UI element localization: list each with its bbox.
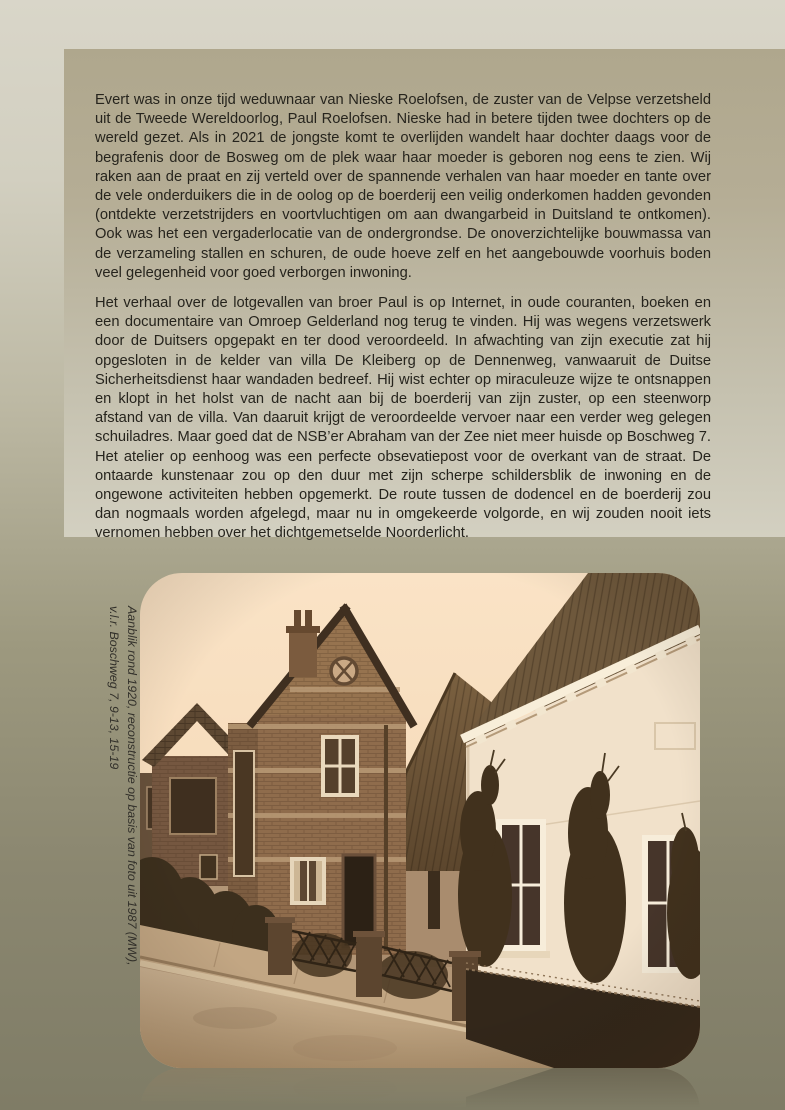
photo-caption-line-2: v.l.r. Boschweg 7, 9-13, 15-19 [107, 606, 121, 770]
street-photo [140, 573, 700, 1068]
text-panel [64, 49, 785, 542]
photo-reflection [140, 1068, 700, 1110]
photo-caption-line-1: Aanblik rond 1920, reconstructie op basis van foto uit 1987 (MW), [125, 606, 139, 966]
paragraph-evert: Evert was in onze tijd weduwnaar van Nieske Roelofsen, de zuster van de Velpse verzetsheld uit de Tweede Wereldoorlog, Paul Roelofsen. Nieske had in betere tijden twee dochters op de wereld gezet. Als in 2021 de jongste komt te overlijden wandelt haar dochter daags voor de begrafenis door de Bosweg om de plek waar haar moeder is geboren nog eens te zien. Wij raken aan de praat en zij verteld over de spannende verhalen van haar moeder en tante over de vele onderduikers die in de oolog op de boerderij een veilig onderkomen hadden gevonden (ontdekte verzetstrijders en voortvluchtigen om aan dwangarbeid in Duitsland te ontkomen). Ook was het een vergaderlocatie van de ondergrondse. De onoverzichtelijke bouwmassa van de verzameling stallen en schuren, de oude hoeve zelf en het aangebouwde voorhuis boden veel gelegenheid voor goed verborgen inwoning. [95, 92, 711, 281]
photo-caption [101, 606, 141, 976]
paragraph-paul: Het verhaal over de lotgevallen van broer Paul is op Internet, in oude couranten, boeken en een documentaire van Omroep Gelderland nog terug te vinden. Hij was wegens verzetswerk door de Duitsers opgepakt en ter dood veroordeeld. In afwachting van zijn executie zat hij opgesloten in de kelder van villa De Kleiberg op de Dennenweg, vanwaaruit de Duitse Sicherheitsdienst haar wandaden bedreef. Hij wist echter op miraculeuze wijze te ontsnappen en klopt in het holst van de nacht aan bij de boerderij van zijn zuster, op een steenworp afstand van de villa. Van daaruit krijgt de veroordeelde vervoer naar een verder weg gelegen schuiladres. Maar goed dat de NSB’er Abraham van der Zee niet meer huisde op Boschweg 7. Het atelier op eenhoog was een perfecte obsevatiepost voor de overkant van de straat. De ontaarde kunstenaar zou op den duur met zijn scherpe schildersblik de inwoning en de ongewone activiteiten hebben opgemerkt. De route tussen de dodencel en de boerderij zou dan nogmaals worden afgelegd, maar nu in omgekeerde volgorde, en wij zouden nooit iets vernomen hebben over het dichtgemetselde Noorderlicht. [95, 295, 711, 542]
photo-scene [140, 573, 700, 1068]
